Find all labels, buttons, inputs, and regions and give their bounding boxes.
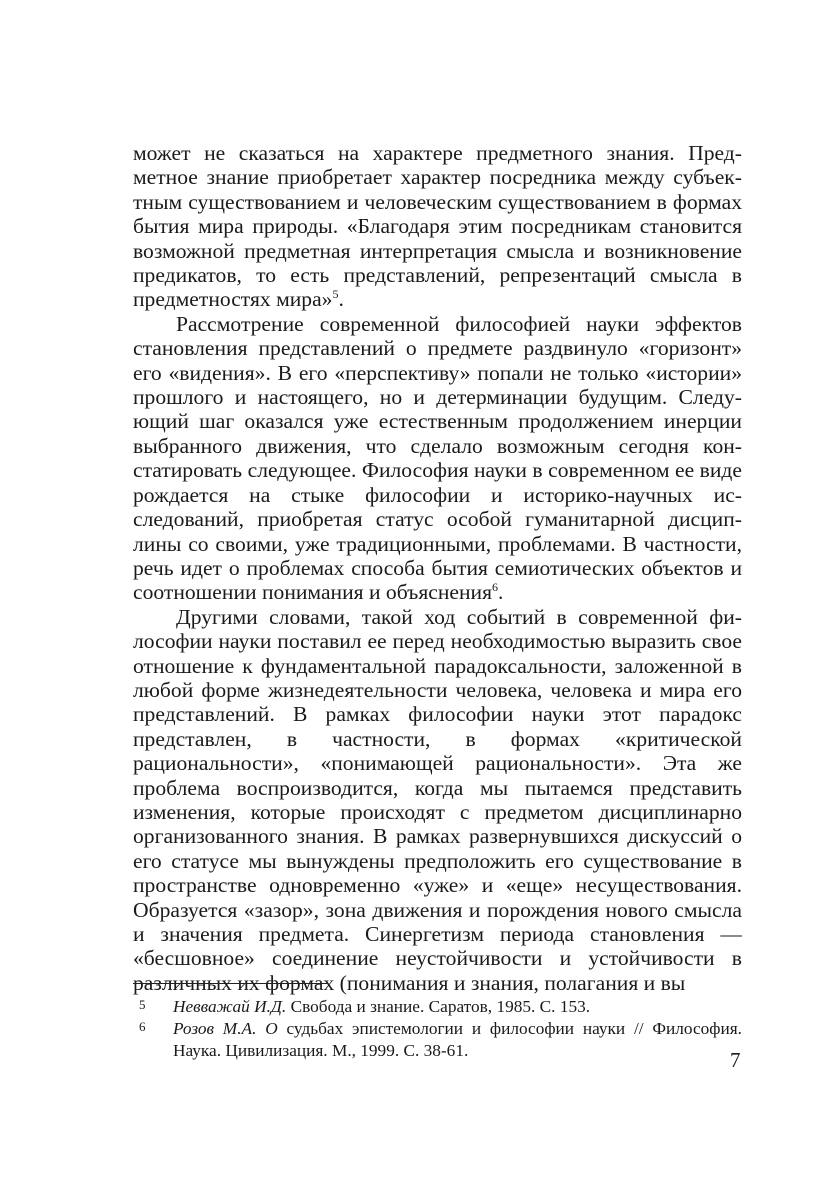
paragraph-1-tail: . <box>338 287 344 312</box>
paragraph-3 <box>133 605 742 996</box>
footnote-ref-5[interactable]: 5 <box>332 287 339 302</box>
footnote-ref-6[interactable]: 6 <box>492 580 499 595</box>
paragraph-2 <box>133 312 742 605</box>
footnotes <box>133 996 742 1062</box>
paragraph-1-text: может не сказаться на характере предметного знания. Предметное знание приобретает характер посредника между субъектным существованием и человеческим существованием в формах бытия мира природы. «Благодаря этим посредникам становится возможной предметная интерпретация смысла и возникновение предикатов, то есть представлений, репрезентаций смысла в предметностях мира» <box>133 141 742 312</box>
footnote-divider <box>133 983 327 984</box>
paragraph-2-text: Рассмотрение современной философией науки эффектов становления представлений о предмете раздвинуло «горизонт» его «видения». В его «перспективу» попали не только «истории» прошлого и настоящего, но и детерминации будущим. Следующий шаг оказался уже естественным продолжением инерции выбранного движения, что сделало возможным сегодня констатировать следующее. Философия науки в современном ее виде рождается на стыке философии и историко-научных исследований, приобретая статус особой гуманитарной дисциплины со своими, уже традиционными, проблемами. В частности, речь идет о проблемах способа бытия семиотических объектов и соотношении понимания и объяснения <box>133 311 742 605</box>
paragraph-1 <box>133 141 742 312</box>
paragraph-2-tail: . <box>498 580 504 605</box>
footnote-text: Свобода и знание. Саратов, 1985. С. 153. <box>286 997 591 1016</box>
page-number: 7 <box>730 1048 741 1072</box>
footnote-number: 5 <box>139 997 146 1012</box>
footnote-author: Невважай И.Д. <box>173 997 287 1016</box>
footnote-text: судьбах эпистемологии и философии науки // Философия. Наука. Цивилизация. М., 1999. С. 38-61. <box>173 1019 742 1060</box>
footnote-number: 6 <box>139 1019 146 1034</box>
footnote-6 <box>133 1018 742 1062</box>
footnote-author: Розов М.А. О <box>173 1019 278 1038</box>
paragraph-3-text: Другими словами, такой ход событий в современной философии науки поставил ее перед необходимостью выразить свое отношение к фундаментальной парадоксальности, заложенной в любой форме жизнедеятельности человека, человека и мира его представлений. В рамках философии науки этот парадокс представлен, в частности, в формах «критической рациональности», «понимающей рациональности». Эта же проблема воспроизводится, когда мы пытаемся представить изменения, которые происходят с предметом дисциплинарно организованного знания. В рамках развернувшихся дискуссий о его статусе мы вынуждены предположить его существование в пространстве одновременно «уже» и «еще» несуществования. Образуется «зазор», зона движения и порождения нового смысла и значения предмета. Синергетизм периода становления — «бесшовное» соединение неустойчивости и устойчивости в различных их формах (понимания и знания, полагания и вы <box>133 604 742 995</box>
main-text <box>133 141 742 995</box>
footnote-5 <box>133 996 742 1018</box>
